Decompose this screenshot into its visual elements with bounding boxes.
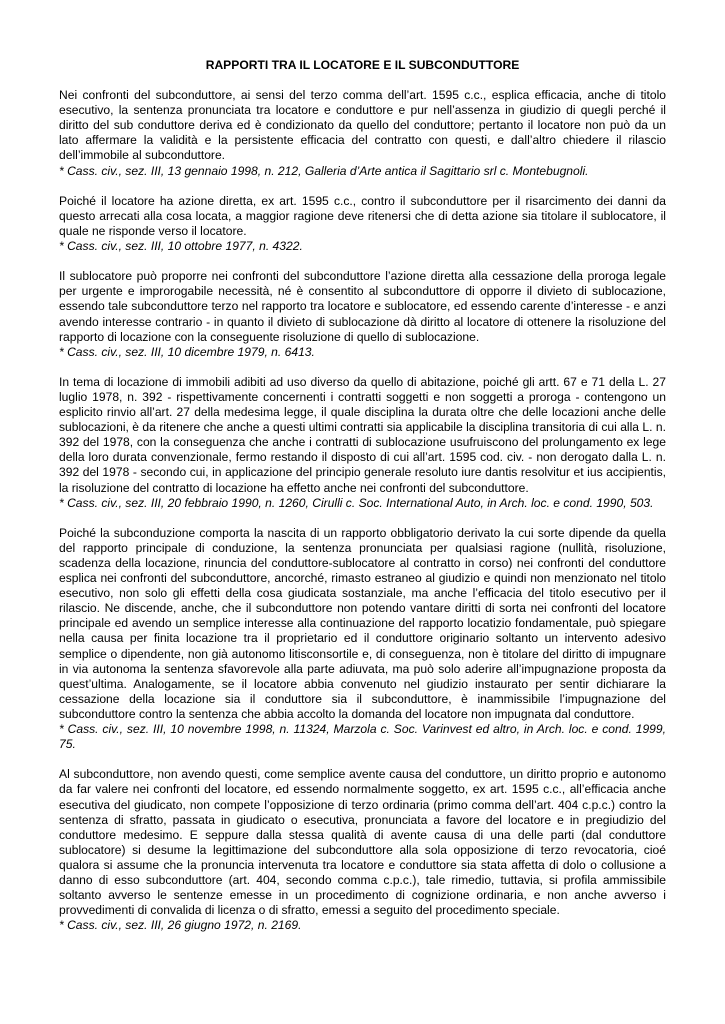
massima-citation: * Cass. civ., sez. III, 26 giugno 1972, n. 2169. bbox=[59, 918, 302, 933]
massima-citation: * Cass. civ., sez. III, 10 dicembre 1979, n. 6413. bbox=[59, 344, 315, 359]
massima-text: In tema di locazione di immobili adibiti ad uso diverso da quello di abitazione, poiché gli artt. 67 e 71 della L. 27 luglio 1978, n. 392 - rispettivamente concernenti i contratti soggetti e non soggetti a proroga - contengono un esplicito rinvio all’art. 27 della medesima legge, il quale disciplina la durata oltre che delle locazioni anche delle sublocazioni, è da ritenere che anche a questi ultimi contratti sia applicabile la disciplina transitoria di cui alla L. n. 392 del 1978, con la conseguenza che anche i contratti di sublocazione usufruiscono del prolungamento ex lege della loro durata convenzionale, fermo restando il disposto di cui all’art. 1595 cod. civ. - non derogato dalla L. n. 392 del 1978 - secondo cui, in applicazione del principio generale resoluto iure dantis resolvitur et ius accipientis, la risoluzione del contratto di locazione ha effetto anche nei confronti del subconduttore. bbox=[59, 374, 666, 495]
massima-entry bbox=[59, 88, 666, 179]
massima-entry bbox=[59, 269, 666, 360]
massima-entry bbox=[59, 194, 666, 254]
massima-text: Poiché il locatore ha azione diretta, ex art. 1595 c.c., contro il subconduttore per il risarcimento dei danni da questo arrecati alla cosa locata, a maggior ragione deve ritenersi che di detta azione sia titolare il sublocatore, il quale ne risponde verso il locatore. bbox=[59, 193, 666, 238]
massima-text: Nei confronti del subconduttore, ai sensi del terzo comma dell’art. 1595 c.c., esplica efficacia, anche di titolo esecutivo, la sentenza pronunciata tra locatore e conduttore e pur nell’assenza in giudizio di quegli perché il diritto del sub conduttore deriva ed è condizionato da quello del conduttore; pertanto il locatore non può da un lato affermare la validità e la persistente efficacia del contratto con questi, e dall’altro chiedere il rilascio dell’immobile al subconduttore. bbox=[59, 88, 666, 163]
massima-text: Il sublocatore può proporre nei confronti del subconduttore l’azione diretta alla cessazione della proroga legale per urgente e improrogabile necessità, né è consentito al subconduttore di opporre il divieto di sublocazione, essendo tale subconduttore terzo nel rapporto tra locatore e sublocatore, ed essendo carente d’interesse - e anzi avendo interesse contrario - in quanto il divieto di sublocazione dà diritto al locatore di ottenere la risoluzione del rapporto di locazione con la conseguente risoluzione di quello di sublocazione. bbox=[59, 269, 666, 344]
massima-citation: * Cass. civ., sez. III, 13 gennaio 1998, n. 212, Galleria d’Arte antica il Sagittario srl c. Montebugnoli. bbox=[59, 163, 589, 178]
massima-entry bbox=[59, 767, 666, 933]
massima-citation: * Cass. civ., sez. III, 10 ottobre 1977, n. 4322. bbox=[59, 239, 303, 254]
massima-entry bbox=[59, 526, 666, 752]
massima-entry bbox=[59, 375, 666, 511]
massima-citation: * Cass. civ., sez. III, 20 febbraio 1990, n. 1260, Cirulli c. Soc. International Auto, in Arch. loc. e cond. 1990, 503. bbox=[59, 495, 654, 510]
massima-citation: * Cass. civ., sez. III, 10 novembre 1998, n. 11324, Marzola c. Soc. Varinvest ed altro, in Arch. loc. e cond. 1999, 75. bbox=[59, 722, 666, 752]
document-page bbox=[59, 58, 666, 948]
document-title: RAPPORTI TRA IL LOCATORE E IL SUBCONDUTTORE bbox=[205, 58, 520, 72]
massima-text: Poiché la subconduzione comporta la nascita di un rapporto obbligatorio derivato la cui sorte dipende da quella del rapporto principale di conduzione, la sentenza pronunciata per qualsiasi ragione (nullità, risoluzione, scadenza della locazione, rinuncia del conduttore-sublocatore al contratto in corso) nei confronti del conduttore esplica nei confronti del subconduttore, ancorché, rimasto estraneo al giudizio e quindi non menzionato nel titolo esecutivo, non solo gli effetti della cosa giudicata sostanziale, ma anche l’efficacia del titolo esecutivo per il rilascio. Ne discende, anche, che il subconduttore non potendo vantare diritti di sorta nei confronti del locatore principale ed avendo un semplice interesse alla continuazione del rapporto locatizio fondamentale, può spiegare nella causa per finita locazione tra il proprietario ed il conduttore originario soltanto un intervento adesivo semplice o dipendente, non già autonomo litisconsortile e, di conseguenza, non è titolare del diritto di impugnare in via autonoma la sentenza sfavorevole alla parte adiuvata, ma può solo aderire all’impugnazione proposta da quest’ultima. Analogamente, se il locatore abbia convenuto nel giudizio instaurato per sentir dichiarare la cessazione della locazione sia il conduttore sia il subconduttore, è inammissibile l’impugnazione del subconduttore contro la sentenza che abbia accolto la domanda del locatore non impugnata dal conduttore. bbox=[59, 525, 666, 721]
massima-text: Al subconduttore, non avendo questi, come semplice avente causa del conduttore, un diritto proprio e autonomo da far valere nei confronti del locatore, ed essendo normalmente soggetto, ex art. 1595 c.c., all’efficacia anche esecutiva del giudicato, non compete l’opposizione di terzo ordinaria (primo comma dell’art. 404 c.p.c.) contro la sentenza di sfratto, passata in giudicato o esecutiva, pronunciata a favore del locatore e in pregiudizio del conduttore medesimo. E seppure dalla stessa qualità di avente causa di una delle parti (dal conduttore sublocatore) si desume la legittimazione del subconduttore alla sola opposizione di terzo revocatoria, cioé qualora si assume che la pronuncia intervenuta tra locatore e conduttore sia stata affetta di dolo o collusione a danno di esso subconduttore (art. 404, secondo comma c.p.c.), tale rimedio, tuttavia, si profila ammissibile soltanto avverso le sentenze emesse in un procedimento di cognizione ordinaria, e non anche avverso i provvedimenti di convalida di licenza o di sfratto, emessi a seguito del procedimento speciale. bbox=[59, 767, 666, 918]
